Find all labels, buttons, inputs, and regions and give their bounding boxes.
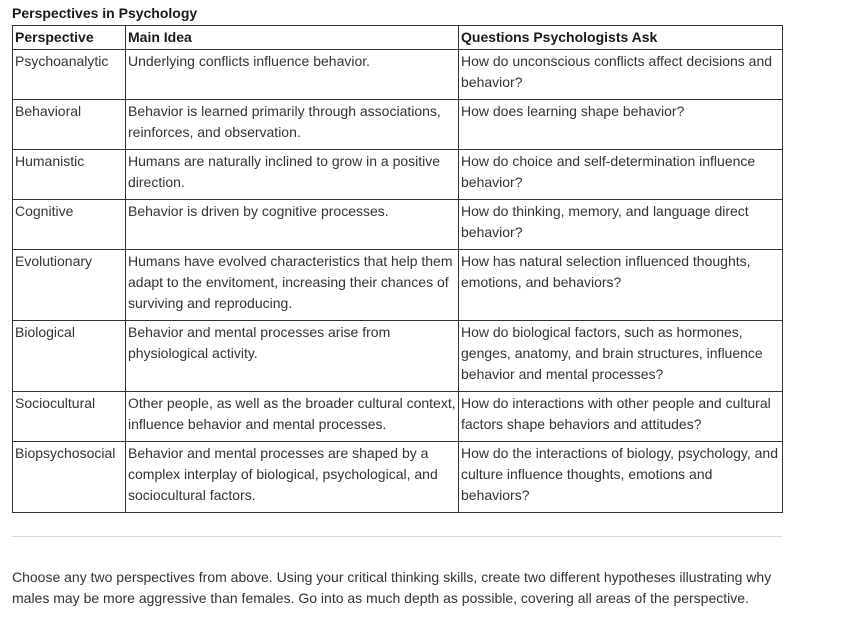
perspective-cell: Biopsychosocial	[13, 442, 126, 513]
perspective-cell: Sociocultural	[13, 392, 126, 442]
perspective-cell: Humanistic	[13, 150, 126, 200]
perspective-cell: Psychoanalytic	[13, 50, 126, 100]
table-row	[13, 50, 783, 100]
question-cell: How do unconscious conflicts affect decisions and behavior?	[459, 50, 783, 100]
main-idea-cell: Humans are naturally inclined to grow in a positive direction.	[126, 150, 459, 200]
perspective-cell: Biological	[13, 321, 126, 392]
table-header-row	[13, 26, 783, 50]
question-cell: How has natural selection influenced thoughts, emotions, and behaviors?	[459, 250, 783, 321]
question-cell: How does learning shape behavior?	[459, 100, 783, 150]
table-row	[13, 321, 783, 392]
perspective-cell: Evolutionary	[13, 250, 126, 321]
main-idea-cell: Behavior and mental processes arise from physiological activity.	[126, 321, 459, 392]
table-caption: Perspectives in Psychology	[12, 5, 198, 21]
header-main-idea: Main Idea	[126, 26, 459, 50]
question-cell: How do thinking, memory, and language direct behavior?	[459, 200, 783, 250]
header-questions: Questions Psychologists Ask	[459, 26, 783, 50]
section-divider	[12, 536, 782, 537]
table-row	[13, 392, 783, 442]
perspective-cell: Cognitive	[13, 200, 126, 250]
perspective-cell: Behavioral	[13, 100, 126, 150]
question-cell: How do the interactions of biology, psychology, and culture influence thoughts, emotions and behaviors?	[459, 442, 783, 513]
table-row	[13, 200, 783, 250]
header-perspective: Perspective	[13, 26, 126, 50]
table-row	[13, 250, 783, 321]
table-row	[13, 150, 783, 200]
question-cell: How do biological factors, such as hormones, genges, anatomy, and brain structures, influence behavior and mental processes?	[459, 321, 783, 392]
perspectives-table	[12, 25, 783, 513]
table-row	[13, 442, 783, 513]
main-idea-cell: Humans have evolved characteristics that help them adapt to the envitoment, increasing their chances of surviving and reproducing.	[126, 250, 459, 321]
main-idea-cell: Behavior is learned primarily through associations, reinforces, and observation.	[126, 100, 459, 150]
main-idea-cell: Other people, as well as the broader cultural context, influence behavior and mental processes.	[126, 392, 459, 442]
table-row	[13, 100, 783, 150]
main-idea-cell: Underlying conflicts influence behavior.	[126, 50, 459, 100]
main-idea-cell: Behavior and mental processes are shaped by a complex interplay of biological, psychological, and sociocultural factors.	[126, 442, 459, 513]
main-idea-cell: Behavior is driven by cognitive processes.	[126, 200, 459, 250]
question-cell: How do interactions with other people and cultural factors shape behaviors and attitudes?	[459, 392, 783, 442]
question-cell: How do choice and self-determination influence behavior?	[459, 150, 783, 200]
question-prompt: Choose any two perspectives from above. Using your critical thinking skills, create two different hypotheses illustrating why males may be more aggressive than females. Go into as much depth as possible, covering all areas of the perspective.	[12, 569, 772, 606]
